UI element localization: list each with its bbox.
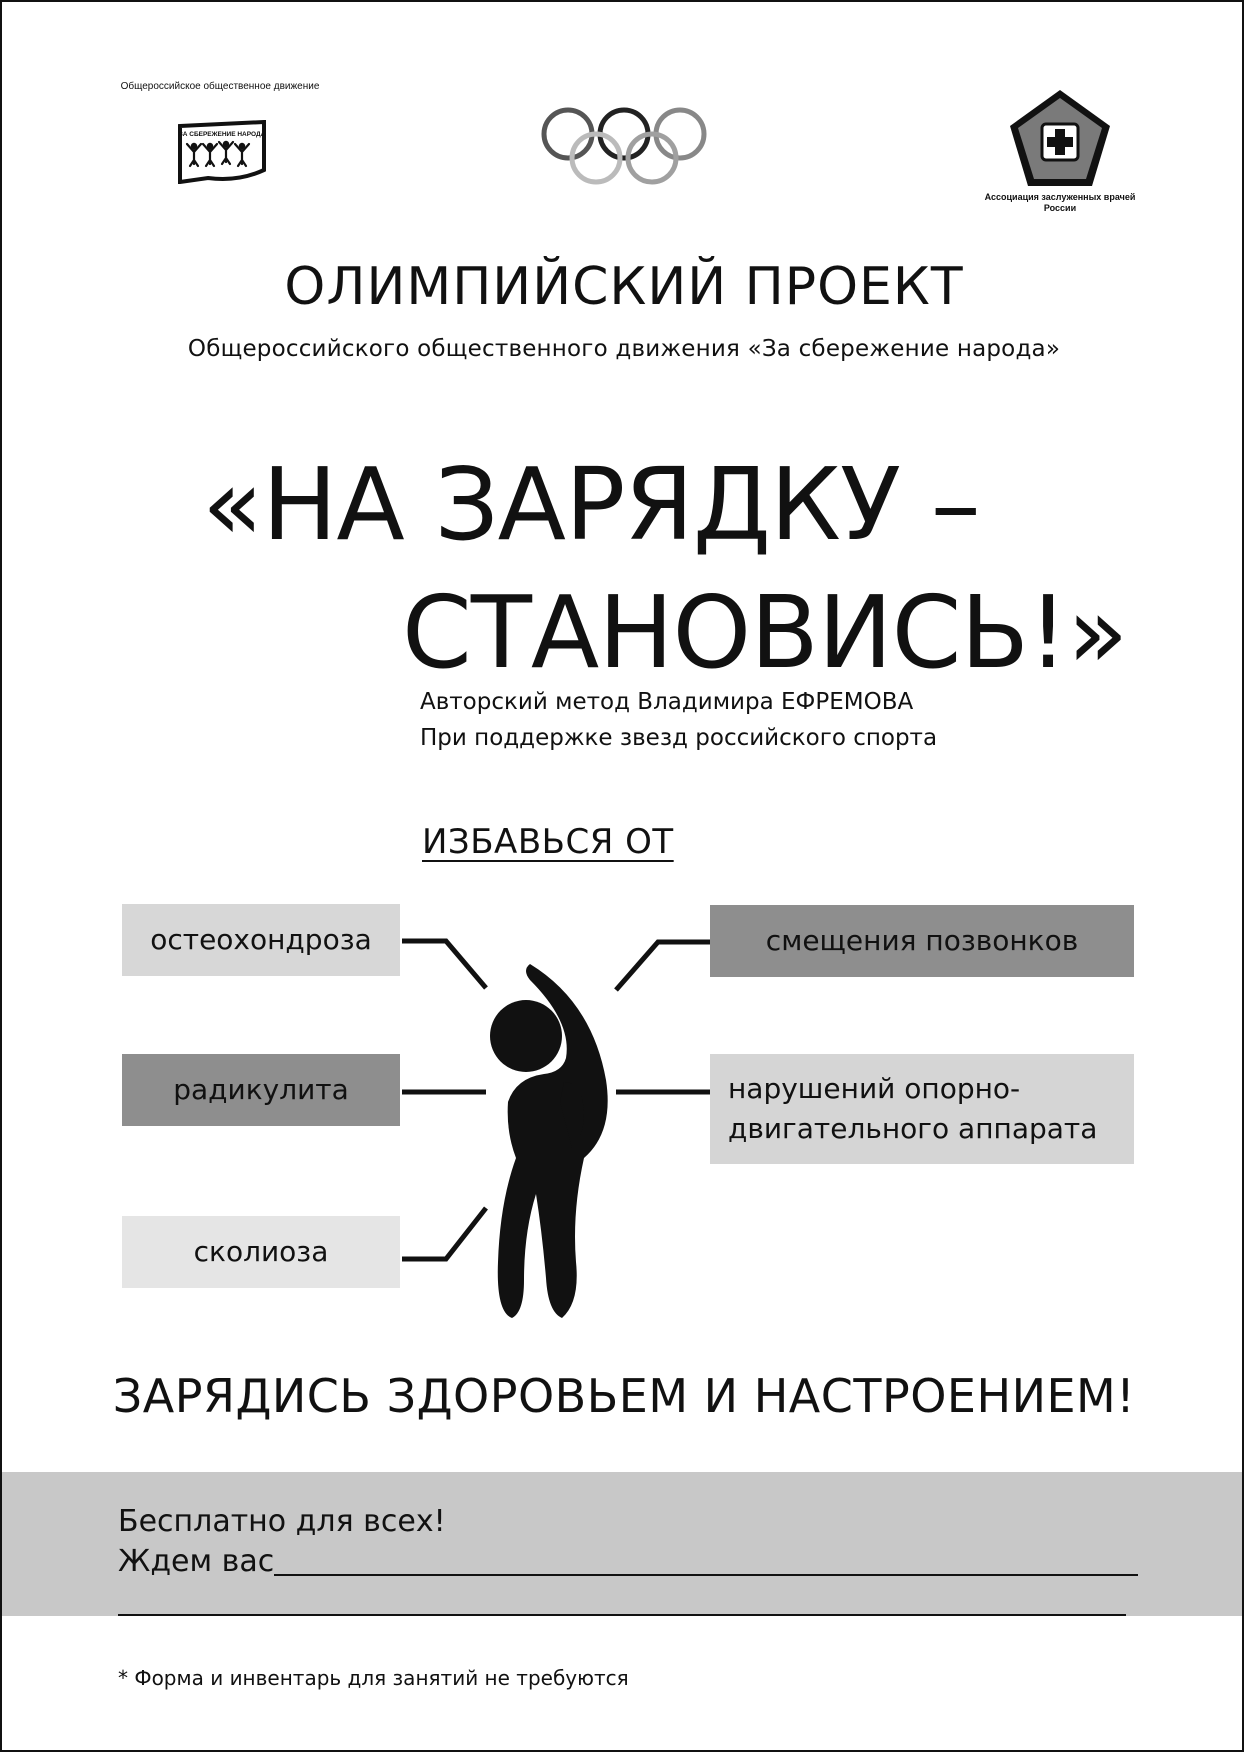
author-block bbox=[420, 684, 1120, 756]
author-line-2: При поддержке звезд российского спорта bbox=[420, 725, 938, 751]
ailment-musculoskeletal-line-1: нарушений опорно- bbox=[728, 1072, 1021, 1105]
fill-in-line-1 bbox=[274, 1574, 1138, 1576]
medical-cross-pentagon-icon bbox=[1008, 88, 1112, 190]
ailment-radiculitis: радикулита bbox=[122, 1054, 400, 1126]
ailment-scoliosis: сколиоза bbox=[122, 1216, 400, 1288]
project-subtitle: Общероссийского общественного движения «За сбережение народа» bbox=[187, 336, 1061, 362]
project-title: ОЛИМПИЙСКИЙ ПРОЕКТ bbox=[284, 257, 964, 317]
call-to-action: ЗАРЯДИСЬ ЗДОРОВЬЕМ И НАСТРОЕНИЕМ! bbox=[112, 1369, 1136, 1423]
invite-wait-text: Ждем вас bbox=[118, 1544, 275, 1579]
ailment-vertebrae-displacement: смещения позвонков bbox=[710, 905, 1134, 977]
right-logo-caption: Ассоциация заслуженных врачей России bbox=[984, 192, 1136, 213]
left-logo-banner-text: ЗА СБЕРЕЖЕНИЕ НАРОДА bbox=[178, 131, 266, 138]
fill-in-line-2 bbox=[118, 1614, 1126, 1616]
ailment-musculoskeletal bbox=[710, 1054, 1134, 1164]
ailment-osteochondrosis: остеохондроза bbox=[122, 904, 400, 976]
ailment-musculoskeletal-line-2: двигательного аппарата bbox=[728, 1112, 1098, 1145]
rid-heading: ИЗБАВЬСЯ ОТ bbox=[422, 822, 674, 862]
stretching-person-icon bbox=[472, 962, 652, 1328]
olympic-rings-icon bbox=[538, 106, 710, 186]
footnote: * Форма и инвентарь для занятий не требуются bbox=[118, 1666, 629, 1690]
left-logo-caption: Общероссийское общественное движение bbox=[120, 81, 320, 92]
author-line-1: Авторский метод Владимира ЕФРЕМОВА bbox=[420, 689, 914, 715]
banner-with-people-icon bbox=[178, 120, 266, 184]
invite-free-text: Бесплатно для всех! bbox=[118, 1504, 446, 1539]
slogan-line-1: «НА ЗАРЯДКУ – bbox=[202, 446, 980, 563]
slogan-line-2: СТАНОВИСЬ!» bbox=[402, 574, 1128, 691]
